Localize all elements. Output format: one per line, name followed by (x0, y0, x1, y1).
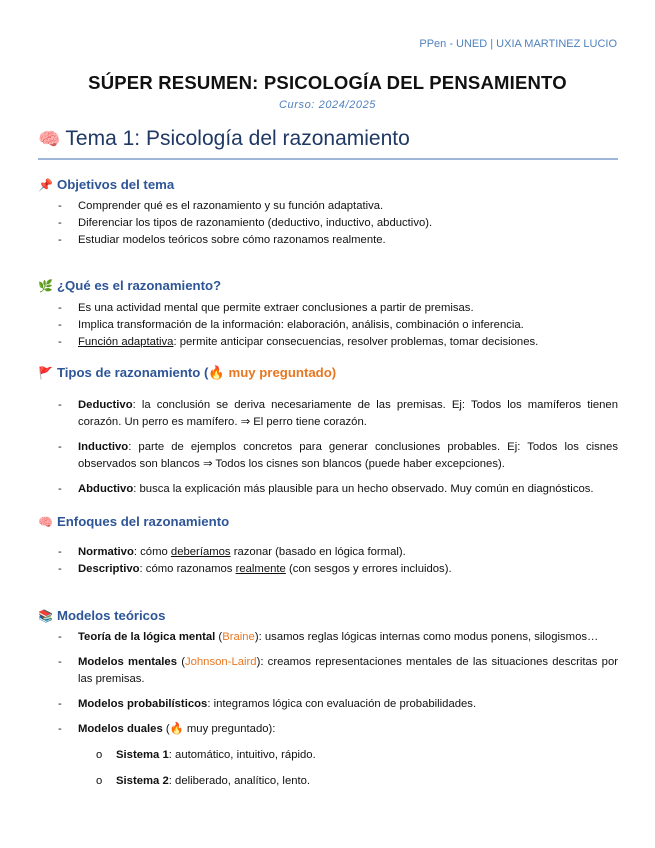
brain-icon: 🧠 (38, 129, 61, 149)
underlined-term: Función adaptativa (78, 336, 174, 348)
books-icon: 📚 (38, 609, 53, 623)
leaf-icon: 🌿 (38, 279, 53, 293)
list-item: - Comprender qué es el razonamiento y su función adaptativa. (58, 198, 618, 215)
enfoques-list (58, 544, 618, 578)
tema-heading (38, 127, 410, 151)
list-item: - Función adaptativa: permite anticipar consecuencias, resolver problemas, tomar decisiones. (58, 334, 618, 351)
modelos-list (58, 629, 618, 746)
list-item: - Modelos duales (🔥 muy preguntado): (58, 721, 618, 738)
list-item: - Deductivo: la conclusión se deriva necesariamente de las premisas. Ej: Todos los mamíferos tienen corazón. Un perro es mamífero. ⇒ El perro tiene corazón. (58, 397, 618, 431)
tipos-list (58, 397, 618, 506)
tema-title: Tema 1: Psicología del razonamiento (65, 127, 410, 150)
que-es-list (58, 300, 618, 351)
list-item: - Modelos probabilísticos: integramos lógica con evaluación de probabilidades. (58, 696, 618, 713)
list-item: - Descriptivo: cómo razonamos realmente (con sesgos y errores incluidos). (58, 561, 618, 578)
muy-preguntado-tag: muy preguntado) (224, 365, 337, 380)
list-item: - Teoría de la lógica mental (Braine): usamos reglas lógicas internas como modus ponens, silogismos… (58, 629, 618, 646)
section-heading-que-es: 🌿 ¿Qué es el razonamiento? (38, 278, 222, 293)
section-heading-modelos: 📚 Modelos teóricos (38, 608, 166, 623)
list-item: - Estudiar modelos teóricos sobre cómo razonamos realmente. (58, 232, 618, 249)
list-item: - Implica transformación de la información: elaboración, análisis, combinación o inferencia. (58, 317, 618, 334)
heading-underline-divider (38, 158, 618, 160)
brain-icon: 🧠 (38, 515, 53, 529)
author-name: Braine (222, 631, 255, 643)
page-header-author: PPen - UNED | UXIA MARTINEZ LUCIO (419, 38, 617, 50)
section-heading-objetivos: 📌 Objetivos del tema (38, 177, 175, 192)
fire-icon: 🔥 (169, 723, 184, 735)
fire-icon: 🔥 (208, 365, 225, 380)
pushpin-icon: 📌 (38, 178, 53, 192)
list-item: - Diferenciar los tipos de razonamiento (deductivo, inductivo, abductivo). (58, 215, 618, 232)
list-item: - Es una actividad mental que permite extraer conclusiones a partir de premisas. (58, 300, 618, 317)
sistemas-list (96, 749, 316, 801)
section-heading-enfoques: 🧠 Enfoques del razonamiento (38, 514, 230, 529)
list-item: o Sistema 2: deliberado, analítico, lento. (96, 775, 316, 801)
course-year: Curso: 2024/2025 (278, 99, 377, 111)
flag-icon: 🚩 (38, 366, 53, 380)
section-heading-tipos: 🚩 Tipos de razonamiento (🔥 muy preguntado) (38, 365, 337, 380)
list-item: - Inductivo: parte de ejemplos concretos para generar conclusiones probables. Ej: Todos los cisnes observados son blancos ⇒ Todos los cisnes son blancos (puede haber excepciones). (58, 439, 618, 473)
list-item: - Modelos mentales (Johnson-Laird): creamos representaciones mentales de las situaciones descritas por las premisas. (58, 654, 618, 688)
author-name: Johnson-Laird (184, 656, 257, 668)
list-item: o Sistema 1: automático, intuitivo, rápido. (96, 749, 316, 775)
document-title: SÚPER RESUMEN: PSICOLOGÍA DEL PENSAMIENTO (88, 72, 567, 93)
list-item: - Abductivo: busca la explicación más plausible para un hecho observado. Muy común en diagnósticos. (58, 481, 618, 498)
objetivos-list (58, 198, 618, 249)
list-item: - Normativo: cómo deberíamos razonar (basado en lógica formal). (58, 544, 618, 561)
